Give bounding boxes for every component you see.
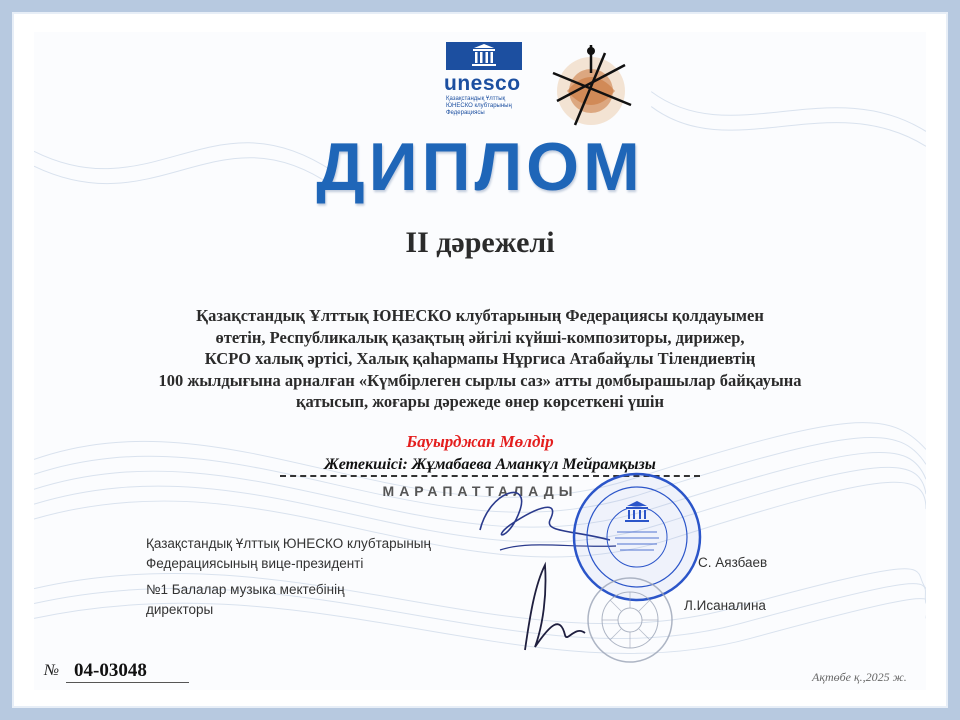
logo-caption-line: Қазақстандық Ұлттық bbox=[446, 96, 506, 102]
logo-caption-line: Федерациясы bbox=[446, 110, 485, 116]
signatory-name-1: С. Аязбаев bbox=[698, 555, 768, 570]
teacher-name: Жетекшісі: Жұмабаева Аманкүл Мейрамқызы bbox=[280, 456, 700, 477]
unesco-wordmark: unesco bbox=[444, 72, 521, 95]
signature-2 bbox=[505, 555, 595, 655]
diploma-number-prefix: № bbox=[44, 662, 60, 679]
body-line: Қазақстандық Ұлттық ЮНЕСКО клубтарының Федерациясы қолдауымен bbox=[196, 306, 764, 325]
contest-emblem-icon bbox=[545, 43, 637, 131]
signatory-position-line: Федерациясының вице-президенті bbox=[146, 556, 364, 571]
body-line: КСРО халық әртісі, Халық қаһармапы Нұргиса Атабайұлы Тілендиевтің bbox=[204, 349, 756, 368]
awardee-name: Бауырджан Мөлдір bbox=[406, 432, 554, 451]
signatory-position-line: Қазақстандық Ұлттық ЮНЕСКО клубтарының bbox=[146, 536, 431, 551]
unesco-federation-caption bbox=[446, 96, 556, 117]
signatory-position-line: №1 Балалар музыка мектебінің bbox=[146, 582, 345, 597]
signatory-position-1 bbox=[146, 534, 431, 574]
diploma-title: ДИПЛОМ bbox=[316, 129, 644, 205]
signatory-position-2 bbox=[146, 580, 345, 620]
diploma-body bbox=[100, 305, 860, 413]
body-line: 100 жылдығына арналған «Күмбірлеген сырлы саз» атты домбырашылар байқауына bbox=[158, 370, 802, 390]
signatory-position-line: директоры bbox=[146, 602, 214, 617]
awarded-caption: МАРАПАТТАЛАДЫ bbox=[382, 483, 578, 499]
diploma-degree: ІІ дәрежелі bbox=[405, 226, 555, 259]
diploma-number: 04-03048 bbox=[66, 660, 189, 683]
body-line: өтетін, Республикалық қазақтың әйгілі күйші-композиторы, дирижер, bbox=[215, 327, 745, 347]
body-line: қатысып, жоғары дәрежеде өнер көрсеткені үшін bbox=[295, 392, 664, 411]
signatory-name-2: Л.Исаналина bbox=[684, 598, 766, 613]
place-and-date: Ақтөбе қ.,2025 ж. bbox=[812, 670, 907, 684]
logo-caption-line: ЮНЕСКО клубтарының bbox=[446, 103, 512, 109]
unesco-temple-icon bbox=[446, 42, 522, 70]
kazakhstan-emblem-seal bbox=[585, 575, 675, 665]
